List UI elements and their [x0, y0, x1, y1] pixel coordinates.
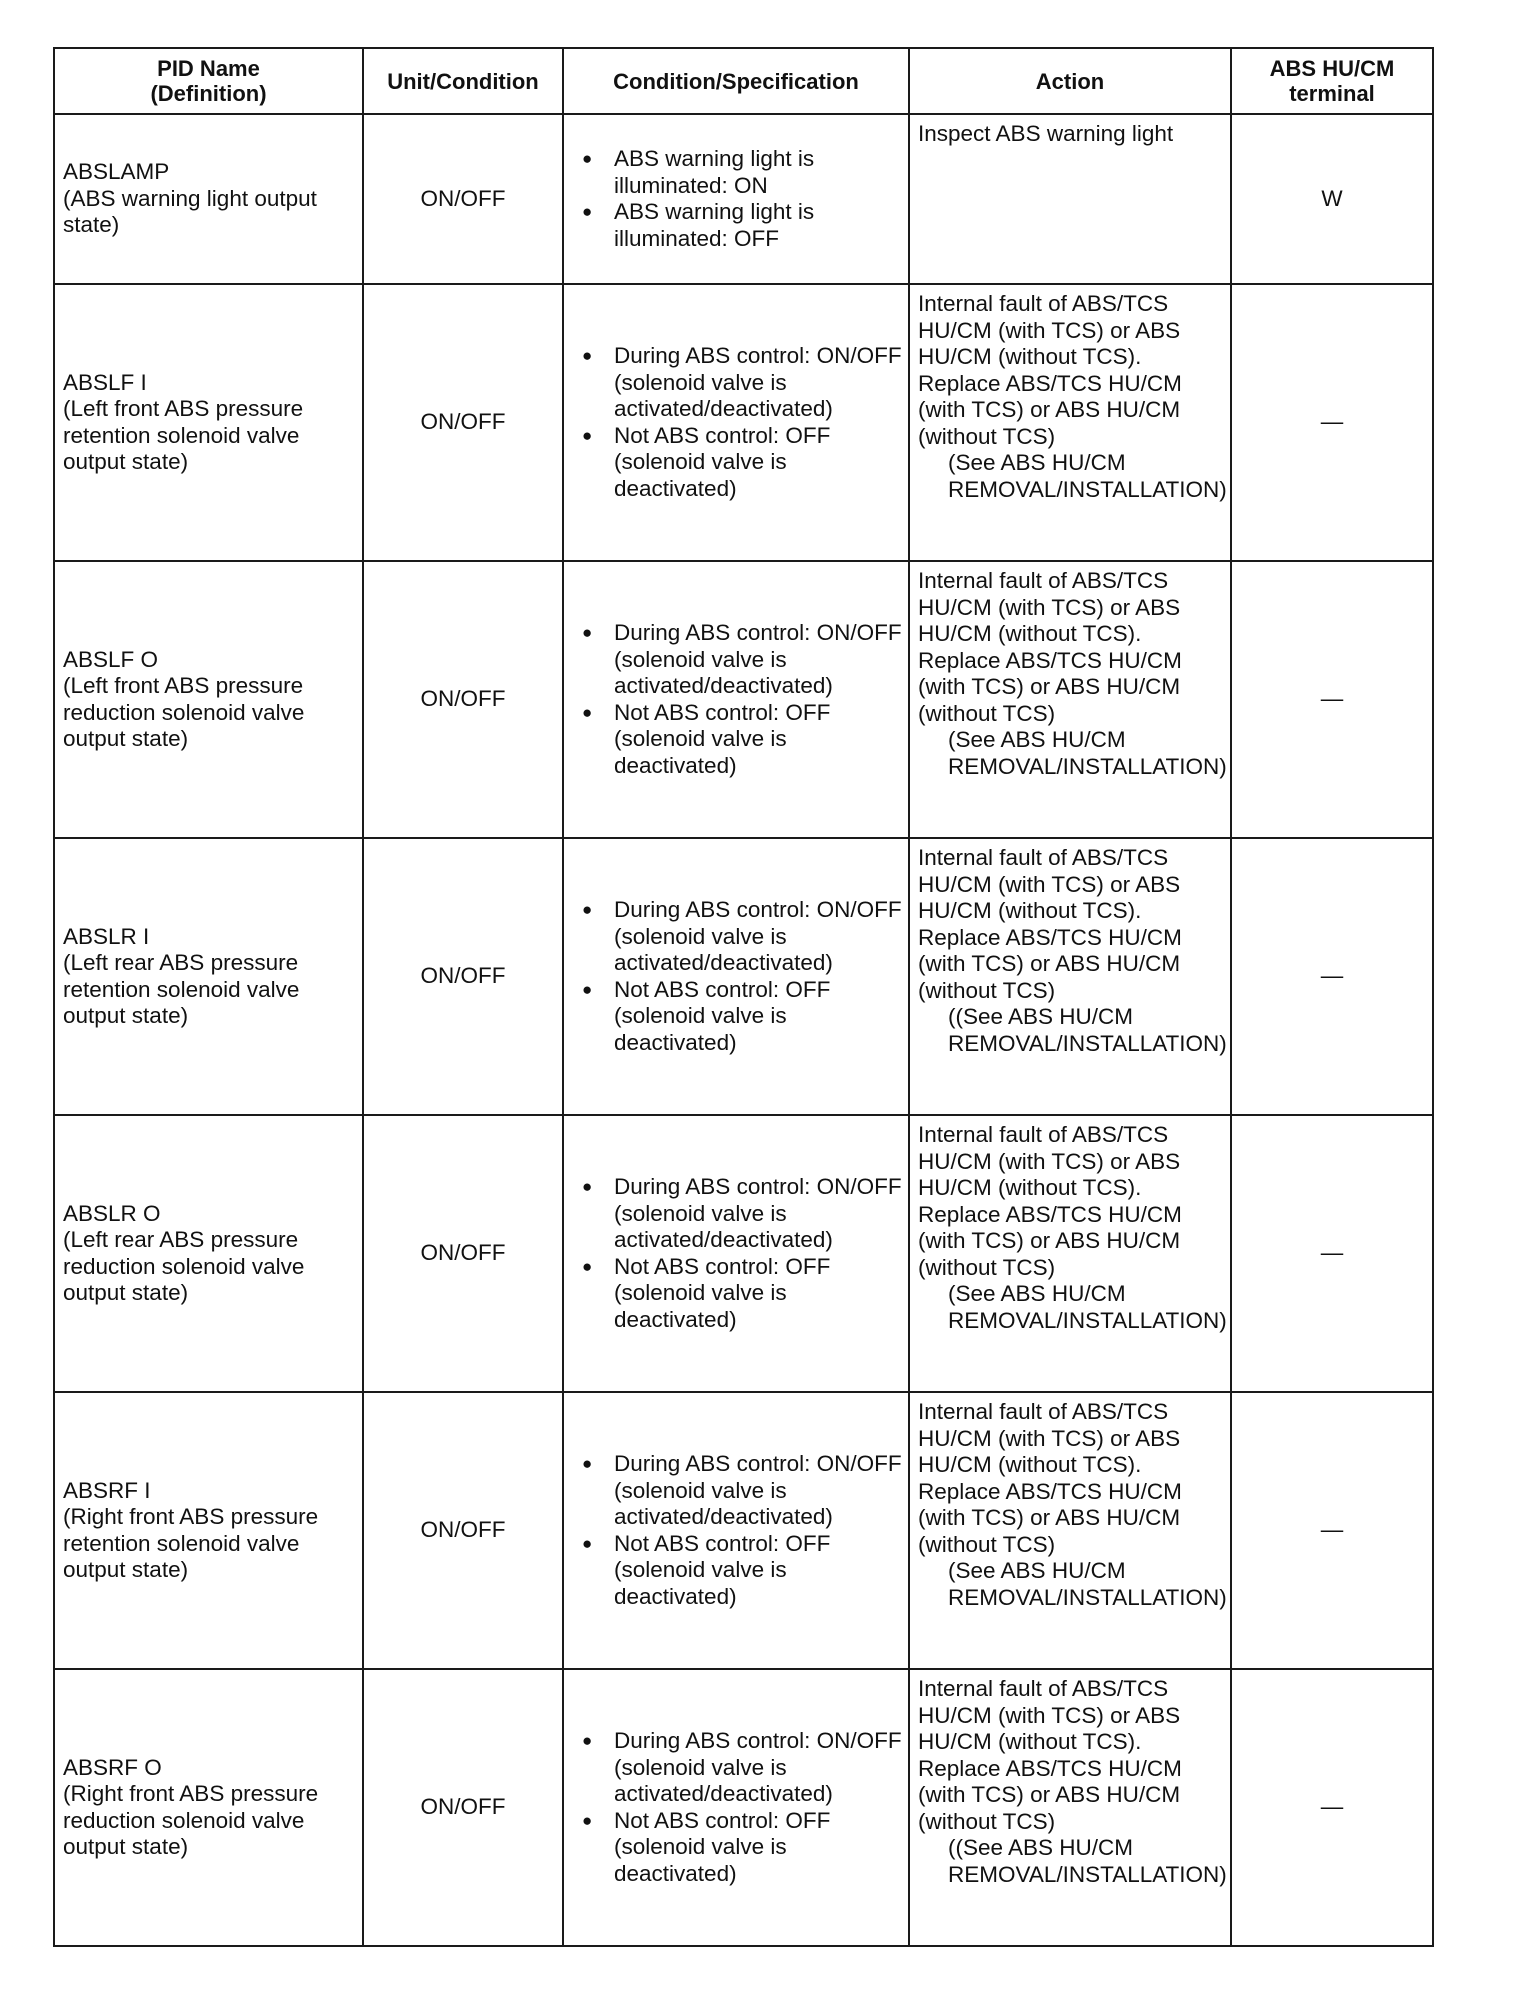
- condition-item: ● Not ABS control: OFF (solenoid valve is deactivated): [582, 1254, 904, 1334]
- header-pid-definition-label: (Definition): [150, 81, 267, 106]
- terminal-cell: —: [1231, 1669, 1433, 1946]
- see-reference-lead: (See: [948, 727, 1001, 752]
- pid-name: ABSLR O: [63, 1200, 161, 1226]
- see-reference-lead: ((See: [948, 1004, 1009, 1029]
- pid-definition: (Right front ABS pressure retention solenoid valve output state): [63, 1504, 319, 1582]
- condition-item: ● ABS warning light is illuminated: ON: [582, 146, 904, 199]
- see-reference-lead: (See: [948, 450, 1001, 475]
- pid-definition: (Right front ABS pressure reduction solenoid valve output state): [63, 1781, 319, 1859]
- table-body: [54, 114, 1433, 1946]
- pid-table: [53, 47, 1434, 1947]
- pid-definition: (Left front ABS pressure reduction solenoid valve output state): [63, 673, 305, 751]
- condition-specification-cell: [563, 838, 909, 1115]
- unit-condition-cell: ON/OFF: [363, 561, 563, 838]
- table-row: [54, 1669, 1433, 1946]
- unit-condition-cell: ON/OFF: [363, 1392, 563, 1669]
- condition-specification-cell: [563, 114, 909, 284]
- header-terminal-line1: ABS HU/CM: [1269, 56, 1395, 81]
- pid-name: ABSRF I: [63, 1477, 151, 1503]
- table-header-row: [54, 48, 1433, 114]
- table-row: [54, 114, 1433, 284]
- see-reference-lead: (See: [948, 1281, 1001, 1306]
- action-cell: [909, 1669, 1231, 1946]
- pid-name: ABSLAMP: [63, 159, 170, 185]
- removal-installation-link[interactable]: ABS HU/CM REMOVAL/INSTALLATION): [948, 1281, 1227, 1333]
- removal-installation-link[interactable]: ABS HU/CM REMOVAL/INSTALLATION): [948, 727, 1227, 779]
- condition-item: ● Not ABS control: OFF (solenoid valve is deactivated): [582, 977, 904, 1057]
- pid-name: ABSRF O: [63, 1754, 162, 1780]
- action-text: Internal fault of ABS/TCS HU/CM (with TCS) or ABS HU/CM (without TCS). Replace ABS/TCS HU/CM (with TCS) or ABS HU/CM (without TCS): [918, 845, 1182, 1003]
- unit-condition-cell: ON/OFF: [363, 284, 563, 561]
- condition-list: [582, 897, 904, 1056]
- unit-condition-cell: ON/OFF: [363, 114, 563, 284]
- see-reference-lead: (See: [948, 1558, 1001, 1583]
- header-action: Action: [909, 48, 1231, 114]
- see-reference: [918, 1281, 1226, 1334]
- action-text: Internal fault of ABS/TCS HU/CM (with TCS) or ABS HU/CM (without TCS). Replace ABS/TCS HU/CM (with TCS) or ABS HU/CM (without TCS): [918, 1676, 1182, 1834]
- unit-condition-cell: ON/OFF: [363, 1669, 563, 1946]
- condition-item: ● During ABS control: ON/OFF (solenoid valve is activated/deactivated): [582, 1174, 904, 1254]
- condition-specification-cell: [563, 284, 909, 561]
- see-reference-lead: ((See: [948, 1835, 1009, 1860]
- action-cell: [909, 284, 1231, 561]
- pid-name-cell: [54, 284, 363, 561]
- see-reference: [918, 727, 1226, 780]
- pid-name-cell: [54, 561, 363, 838]
- terminal-cell: —: [1231, 838, 1433, 1115]
- condition-list: [582, 620, 904, 779]
- pid-definition: (Left front ABS pressure retention solenoid valve output state): [63, 396, 304, 474]
- header-terminal: [1231, 48, 1433, 114]
- pid-name: ABSLF I: [63, 369, 147, 395]
- condition-item: ● Not ABS control: OFF (solenoid valve is deactivated): [582, 1808, 904, 1888]
- unit-condition-cell: ON/OFF: [363, 838, 563, 1115]
- action-cell: [909, 561, 1231, 838]
- action-text: Inspect ABS warning light: [918, 121, 1174, 146]
- table-row: [54, 1392, 1433, 1669]
- unit-condition-cell: ON/OFF: [363, 1115, 563, 1392]
- condition-item: ● During ABS control: ON/OFF (solenoid valve is activated/deactivated): [582, 343, 904, 423]
- pid-name-cell: [54, 1115, 363, 1392]
- see-reference: [918, 1558, 1226, 1611]
- terminal-cell: —: [1231, 1392, 1433, 1669]
- see-reference: [918, 450, 1226, 503]
- terminal-cell: —: [1231, 1115, 1433, 1392]
- see-reference: [918, 1004, 1226, 1057]
- condition-item: ● During ABS control: ON/OFF (solenoid valve is activated/deactivated): [582, 1451, 904, 1531]
- condition-list: [582, 1451, 904, 1610]
- action-text: Internal fault of ABS/TCS HU/CM (with TCS) or ABS HU/CM (without TCS). Replace ABS/TCS HU/CM (with TCS) or ABS HU/CM (without TCS): [918, 1122, 1182, 1280]
- header-pid-name: [54, 48, 363, 114]
- condition-specification-cell: [563, 1392, 909, 1669]
- action-cell: [909, 114, 1231, 284]
- header-terminal-line2: terminal: [1289, 81, 1375, 106]
- action-cell: [909, 1392, 1231, 1669]
- condition-list: [582, 1728, 904, 1887]
- terminal-cell: —: [1231, 284, 1433, 561]
- pid-name-cell: [54, 1669, 363, 1946]
- action-cell: [909, 838, 1231, 1115]
- see-reference: [918, 1835, 1226, 1888]
- terminal-cell: —: [1231, 561, 1433, 838]
- removal-installation-link[interactable]: ABS HU/CM REMOVAL/INSTALLATION): [948, 1004, 1227, 1056]
- action-text: Internal fault of ABS/TCS HU/CM (with TCS) or ABS HU/CM (without TCS). Replace ABS/TCS HU/CM (with TCS) or ABS HU/CM (without TCS): [918, 1399, 1182, 1557]
- pid-definition: (ABS warning light output state): [63, 185, 317, 238]
- condition-specification-cell: [563, 1669, 909, 1946]
- header-pid-name-label: PID Name: [157, 56, 260, 81]
- action-text: Internal fault of ABS/TCS HU/CM (with TCS) or ABS HU/CM (without TCS). Replace ABS/TCS HU/CM (with TCS) or ABS HU/CM (without TCS): [918, 291, 1182, 449]
- table-row: [54, 284, 1433, 561]
- header-condition-specification: Condition/Specification: [563, 48, 909, 114]
- pid-name-cell: [54, 1392, 363, 1669]
- condition-item: ● ABS warning light is illuminated: OFF: [582, 199, 904, 252]
- table-row: [54, 561, 1433, 838]
- removal-installation-link[interactable]: ABS HU/CM REMOVAL/INSTALLATION): [948, 1835, 1227, 1887]
- pid-name: ABSLF O: [63, 646, 159, 672]
- condition-item: ● Not ABS control: OFF (solenoid valve is deactivated): [582, 1531, 904, 1611]
- pid-definition: (Left rear ABS pressure retention solenoid valve output state): [63, 950, 300, 1028]
- condition-item: ● Not ABS control: OFF (solenoid valve is deactivated): [582, 423, 904, 503]
- table-row: [54, 838, 1433, 1115]
- condition-list: [582, 343, 904, 502]
- header-unit-condition: Unit/Condition: [363, 48, 563, 114]
- removal-installation-link[interactable]: ABS HU/CM REMOVAL/INSTALLATION): [948, 450, 1227, 502]
- condition-specification-cell: [563, 561, 909, 838]
- removal-installation-link[interactable]: ABS HU/CM REMOVAL/INSTALLATION): [948, 1558, 1227, 1610]
- condition-item: ● During ABS control: ON/OFF (solenoid valve is activated/deactivated): [582, 1728, 904, 1808]
- action-cell: [909, 1115, 1231, 1392]
- condition-list: [582, 1174, 904, 1333]
- action-text: Internal fault of ABS/TCS HU/CM (with TCS) or ABS HU/CM (without TCS). Replace ABS/TCS HU/CM (with TCS) or ABS HU/CM (without TCS): [918, 568, 1182, 726]
- pid-name-cell: [54, 114, 363, 284]
- pid-definition: (Left rear ABS pressure reduction solenoid valve output state): [63, 1227, 305, 1305]
- condition-list: [582, 146, 904, 252]
- terminal-cell: W: [1231, 114, 1433, 284]
- table-row: [54, 1115, 1433, 1392]
- condition-item: ● During ABS control: ON/OFF (solenoid valve is activated/deactivated): [582, 620, 904, 700]
- condition-item: ● During ABS control: ON/OFF (solenoid valve is activated/deactivated): [582, 897, 904, 977]
- pid-name-cell: [54, 838, 363, 1115]
- pid-name: ABSLR I: [63, 923, 150, 949]
- condition-specification-cell: [563, 1115, 909, 1392]
- condition-item: ● Not ABS control: OFF (solenoid valve is deactivated): [582, 700, 904, 780]
